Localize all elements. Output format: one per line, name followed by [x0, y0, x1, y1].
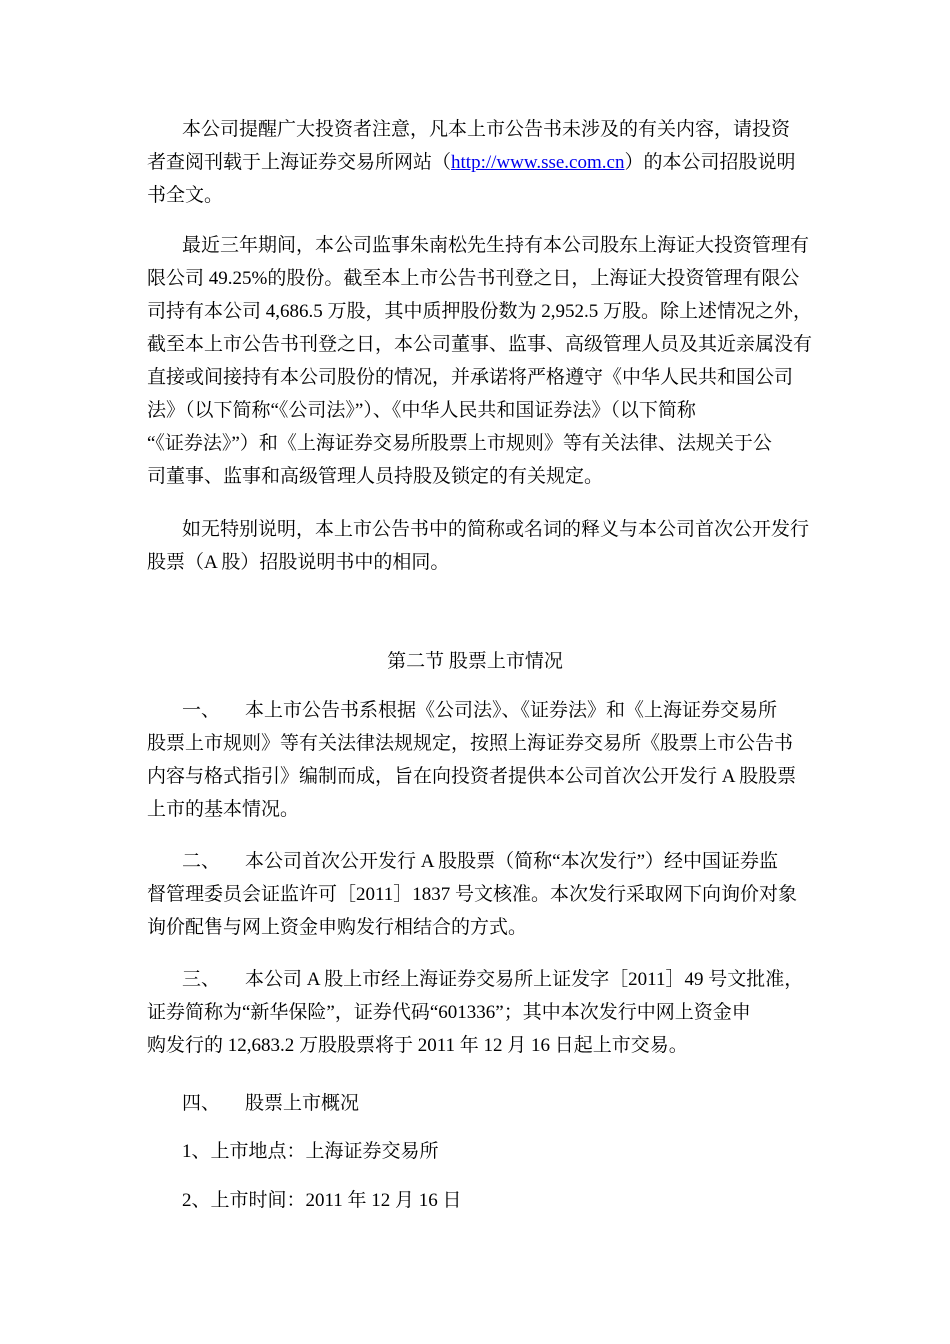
item-line: 询价配售与网上资金申购发行相结合的方式。 [147, 917, 528, 938]
paragraph-line: 最近三年期间，本公司监事朱南松先生持有本公司股东上海证大投资管理有 [182, 235, 810, 256]
paragraph-line: 司董事、监事和高级管理人员持股及锁定的有关规定。 [147, 466, 604, 487]
paragraph-line: “《证券法》”）和《上海证券交易所股票上市规则》等有关法律、法规关于公 [147, 433, 772, 454]
item-number: 四、 [182, 1093, 221, 1114]
item-line: 购发行的 12,683.2 万股股票将于 2011 年 12 月 16 日起上市交易。 [147, 1035, 688, 1056]
item-line: 上市的基本情况。 [147, 799, 300, 820]
paragraph-line: 法》（以下简称“《公司法》”）、《中华人民共和国证券法》（以下简称 [147, 400, 696, 421]
paragraph-line: 限公司 49.25%的股份。截至本上市公告书刊登之日，上海证大投资管理有限公 [147, 268, 800, 289]
paragraph-line: 书全文。 [147, 185, 224, 206]
line-segment: ）的本公司招股说明 [624, 152, 796, 173]
listing-detail: 1、上市地点：上海证券交易所 [182, 1141, 439, 1162]
item-line: 本公司首次公开发行 A 股股票（简称“本次发行”）经中国证券监 [245, 851, 779, 872]
paragraph-line: 司持有本公司 4,686.5 万股，其中质押股份数为 2,952.5 万股。除上述情况之外， [147, 301, 813, 322]
item-line: 证券简称为“新华保险”，证券代码“601336”；其中本次发行中网上资金申 [147, 1002, 751, 1023]
listing-detail: 2、上市时间：2011 年 12 月 16 日 [182, 1190, 462, 1211]
paragraph-line: 如无特别说明，本上市公告书中的简称或名词的释义与本公司首次公开发行 [182, 519, 810, 540]
section-title: 第二节 股票上市情况 [387, 651, 563, 672]
item-line: 本上市公告书系根据《公司法》、《证券法》和《上海证券交易所 [245, 700, 778, 721]
item-line: 股票上市规则》等有关法律法规规定，按照上海证券交易所《股票上市公告书 [147, 733, 794, 754]
item-number: 一、 [182, 700, 221, 721]
item-line: 股票上市概况 [245, 1093, 360, 1114]
paragraph-line: 股票（A 股）招股说明书中的相同。 [147, 552, 450, 573]
line-segment: 者查阅刊载于上海证券交易所网站（ [147, 152, 452, 173]
item-line: 督管理委员会证监许可［2011］1837 号文核准。本次发行采取网下向询价对象 [147, 884, 798, 905]
item-number: 二、 [182, 851, 221, 872]
item-line: 内容与格式指引》编制而成，旨在向投资者提供本公司首次公开发行 A 股股票 [147, 766, 797, 787]
paragraph-line [147, 146, 795, 179]
sse-website-link[interactable]: http://www.sse.com.cn [451, 152, 625, 173]
item-line: 本公司 A 股上市经上海证券交易所上证发字［2011］49 号文批准， [245, 969, 804, 990]
item-number: 三、 [182, 969, 221, 990]
paragraph-line: 本公司提醒广大投资者注意，凡本上市公告书未涉及的有关内容，请投资 [182, 119, 791, 140]
paragraph-line: 截至本上市公告书刊登之日，本公司董事、监事、高级管理人员及其近亲属没有 [147, 334, 813, 355]
paragraph-line: 直接或间接持有本公司股份的情况，并承诺将严格遵守《中华人民共和国公司 [147, 367, 794, 388]
